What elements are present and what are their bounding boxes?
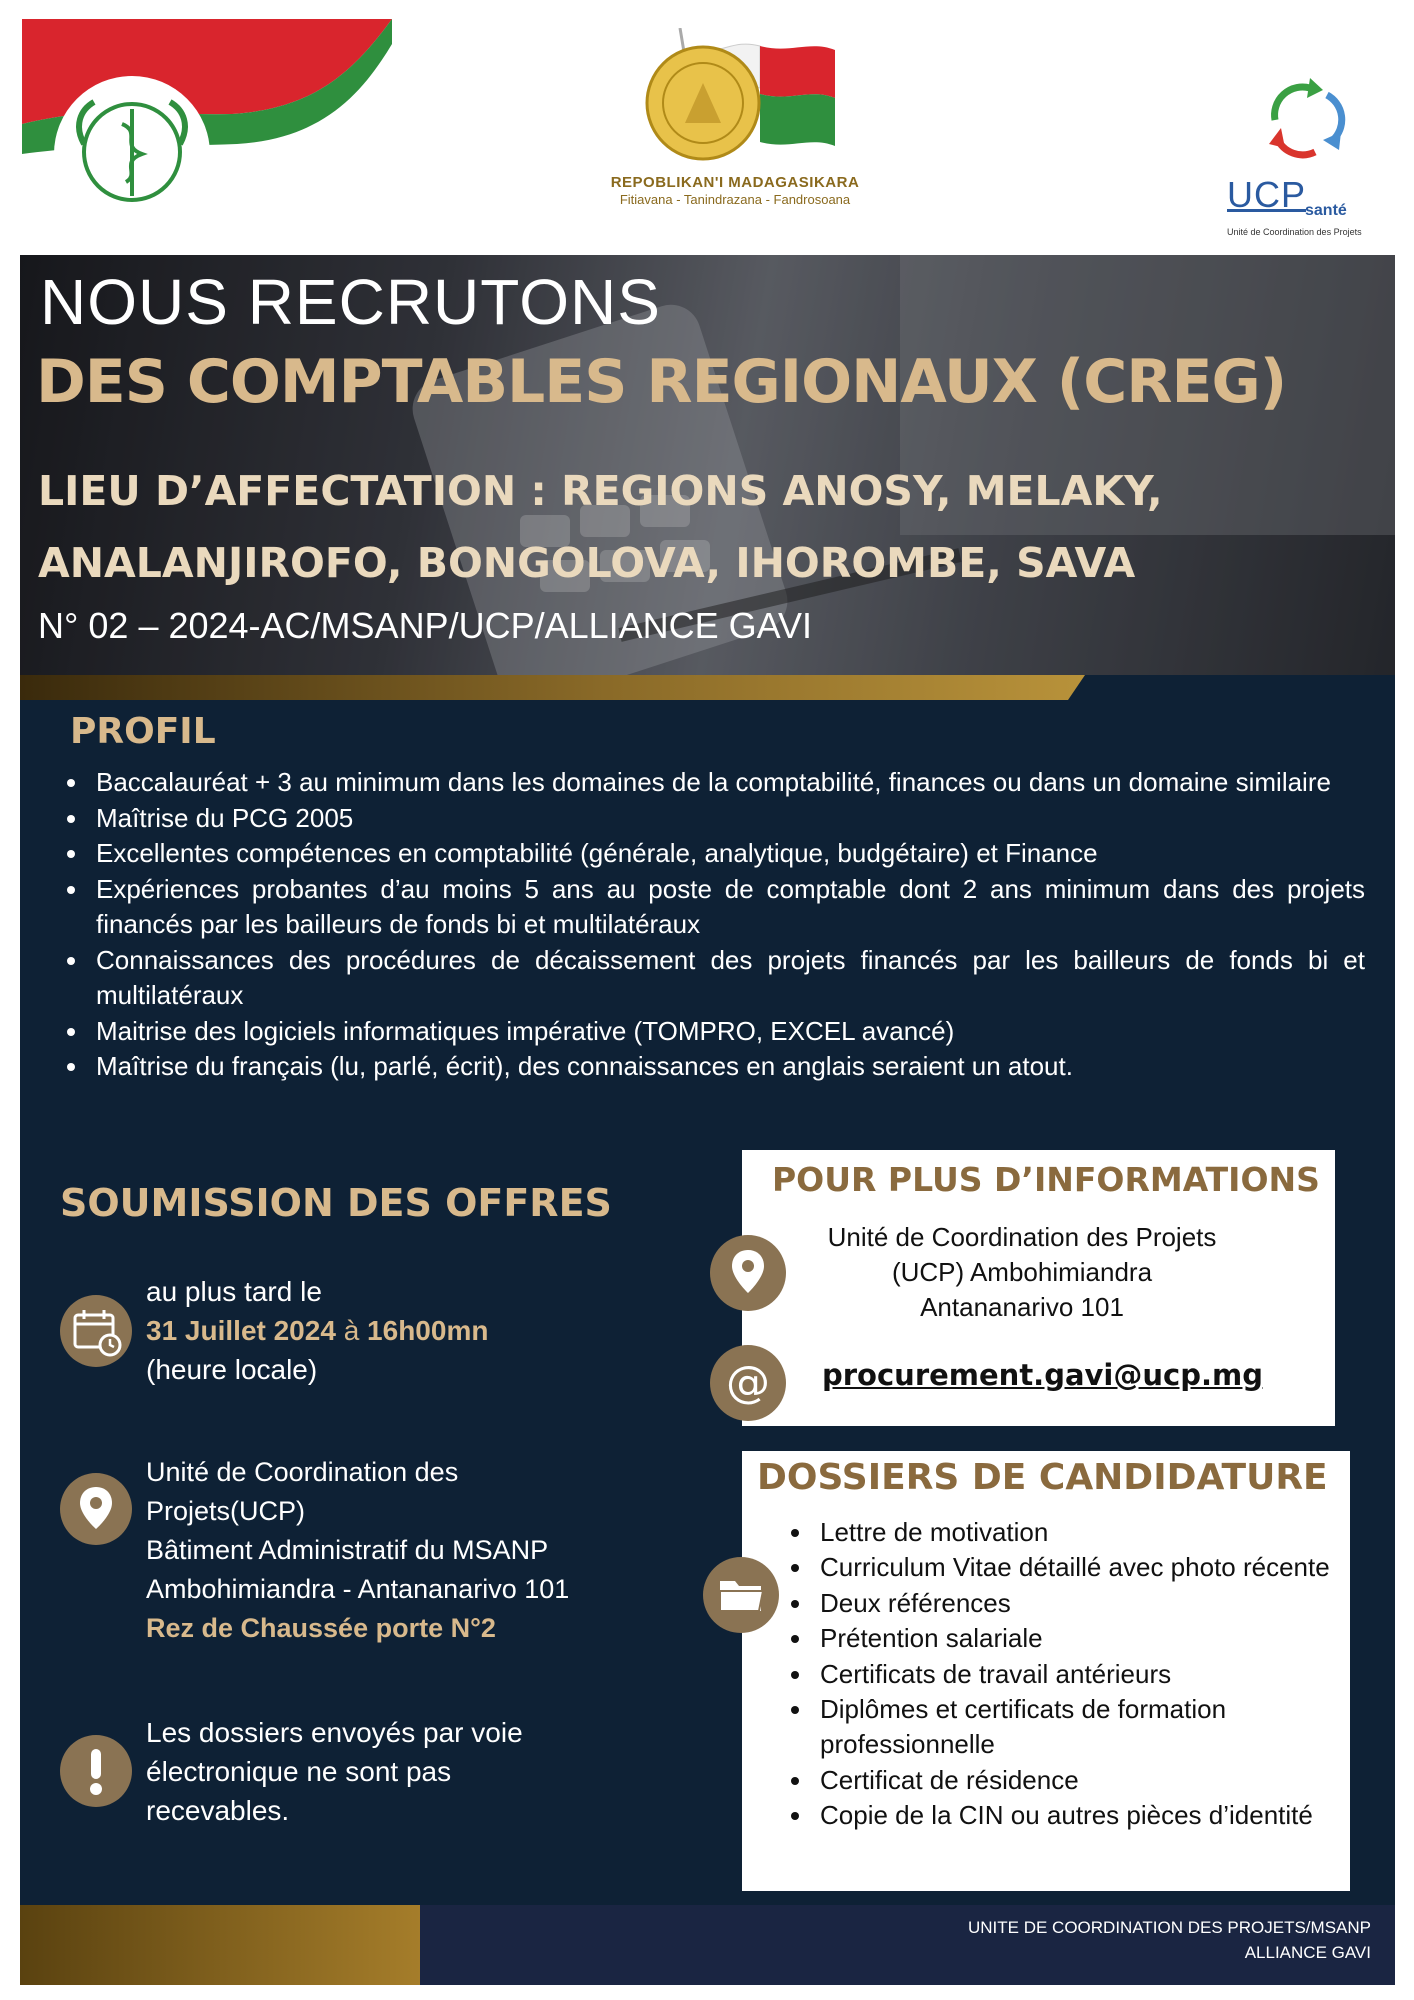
footer-line2: ALLIANCE GAVI <box>1244 1943 1371 1962</box>
footer <box>420 1905 1395 1985</box>
svg-text:@: @ <box>726 1357 770 1408</box>
list-item: • Copie de la CIN ou autres pièces d’identité <box>814 1798 1334 1833</box>
info-card <box>742 1150 1335 1426</box>
footer-text <box>968 1915 1371 1965</box>
info-title: POUR PLUS D’INFORMATIONS <box>772 1160 1320 1199</box>
info-address <box>802 1220 1242 1325</box>
submission-address <box>146 1453 606 1648</box>
calendar-icon <box>60 1295 132 1367</box>
submission-title: SOUMISSION DES OFFRES <box>60 1181 612 1225</box>
dossiers-list <box>790 1515 1334 1834</box>
address-line3: Ambohimiandra - Antananarivo 101 <box>146 1574 570 1604</box>
list-item: • Connaissances des procédures de décaissement des projets financés par les bailleurs de fonds bi et multilatéraux <box>90 943 1365 1014</box>
deadline-intro: au plus tard le <box>146 1276 322 1307</box>
footer-gold-band <box>20 1905 420 1985</box>
ucp-sante: santé <box>1305 202 1347 219</box>
deadline-date: 31 Juillet 2024 <box>146 1315 336 1346</box>
footer-line1: UNITE DE COORDINATION DES PROJETS/MSANP <box>967 1918 1371 1937</box>
email-link[interactable]: procurement.gavi@ucp.mg <box>822 1358 1263 1392</box>
deadline-time: 16h00mn <box>367 1315 489 1346</box>
folder-icon <box>703 1557 779 1633</box>
warning-text: Les dossiers envoyés par voie électronique ne sont pas recevables. <box>146 1717 523 1826</box>
info-address-line1: Unité de Coordination des Projets <box>827 1222 1217 1252</box>
deadline-at: à <box>343 1315 360 1346</box>
list-item: • Baccalauréat + 3 au minimum dans les domaines de la comptabilité, finances ou dans un domaine similaire <box>90 765 1365 801</box>
main-content <box>20 675 1395 1905</box>
list-item: • Maîtrise du français (lu, parlé, écrit), des connaissances en anglais seraient un atout. <box>90 1049 1365 1085</box>
exclamation-icon <box>60 1735 132 1807</box>
republic-logo <box>560 28 910 213</box>
job-title: DES COMPTABLES REGIONAUX (CREG) <box>36 347 1287 417</box>
list-item: • Maîtrise du PCG 2005 <box>90 801 1365 837</box>
profil-title: PROFIL <box>70 711 216 752</box>
list-item: • Certificat de résidence <box>814 1763 1334 1798</box>
list-item: • Certificats de travail antérieurs <box>814 1657 1334 1692</box>
reference-number: N° 02 – 2024-AC/MSANP/UCP/ALLIANCE GAVI <box>38 605 813 646</box>
banner-kicker: NOUS RECRUTONS <box>40 266 661 338</box>
list-item: • Prétention salariale <box>814 1621 1334 1656</box>
ucp-word: UCP <box>1227 174 1307 215</box>
location-pin-icon <box>60 1473 132 1545</box>
assignment-location: LIEU D’AFFECTATION : REGIONS ANOSY, MELAKY, ANALANJIROFO, BONGOLOVA, IHOROMBE, SAVA <box>38 467 1163 587</box>
location-pin-icon <box>710 1235 786 1311</box>
dossiers-card <box>742 1451 1350 1891</box>
at-sign-icon <box>710 1345 786 1421</box>
list-item: • Diplômes et certificats de formation professionnelle <box>814 1692 1334 1763</box>
deadline-line <box>146 1311 566 1350</box>
info-address-line2: (UCP) Ambohimiandra <box>891 1257 1153 1287</box>
hero-banner <box>20 255 1395 675</box>
ministry-logo <box>22 14 402 229</box>
gold-divider <box>20 675 1395 705</box>
address-line1: Unité de Coordination des Projets(UCP) <box>146 1457 459 1526</box>
address-door: Rez de Chaussée porte N°2 <box>146 1613 496 1643</box>
address-line2: Bâtiment Administratif du MSANP <box>146 1535 549 1565</box>
list-item: • Expériences probantes d’au moins 5 ans au poste de comptable dont 2 ans minimum dans des projets financés par les bailleurs de fonds bi et multilatéraux <box>90 872 1365 943</box>
dossiers-title: DOSSIERS DE CANDIDATURE <box>757 1457 1328 1498</box>
deadline-note: (heure locale) <box>146 1354 318 1385</box>
info-address-line3: Antananarivo 101 <box>920 1292 1124 1322</box>
deadline-block <box>146 1272 566 1389</box>
list-item: • Deux références <box>814 1586 1334 1621</box>
list-item: • Excellentes compétences en comptabilité (générale, analytique, budgétaire) et Finance <box>90 836 1365 872</box>
ucp-subtitle: Unité de Coordination des Projets <box>1227 227 1362 237</box>
list-item: • Lettre de motivation <box>814 1515 1334 1550</box>
ucp-sante-logo <box>1215 70 1385 240</box>
republic-name: REPOBLIKAN'I MADAGASIKARA <box>610 174 860 191</box>
republic-motto: Fitiavana - Tanindrazana - Fandrosoana <box>619 192 851 207</box>
profil-list <box>70 765 1365 1085</box>
list-item: • Maitrise des logiciels informatiques impérative (TOMPRO, EXCEL avancé) <box>90 1014 1365 1050</box>
list-item: • Curriculum Vitae détaillé avec photo récente <box>814 1550 1334 1585</box>
